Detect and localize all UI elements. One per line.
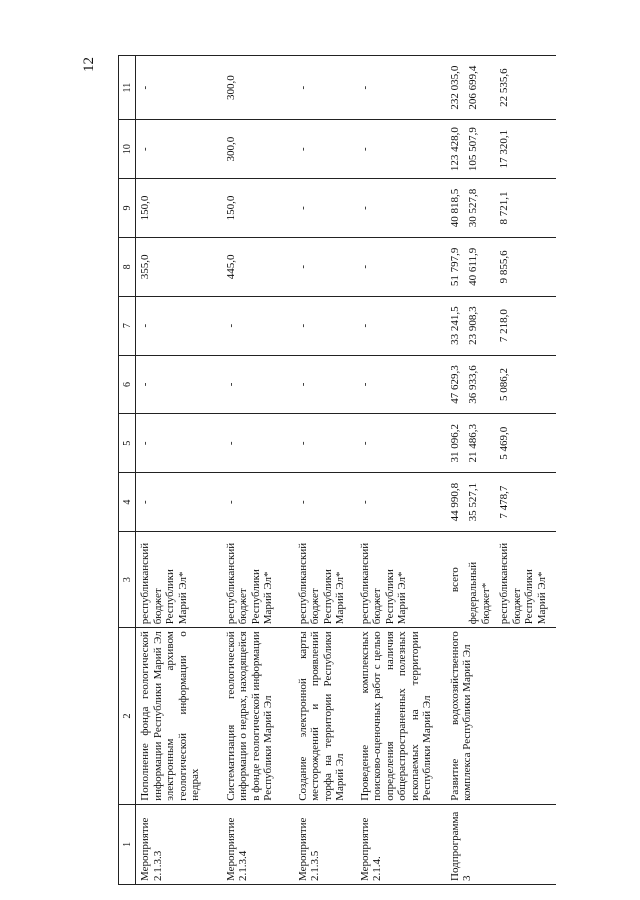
value-cell: 105 507,9 xyxy=(466,127,479,172)
value-cell: - xyxy=(136,296,222,355)
value-cell: - xyxy=(222,414,294,473)
value-cell: 206 699,4 xyxy=(466,65,479,110)
funding-source-list xyxy=(446,532,556,628)
col-header: 11 xyxy=(119,56,136,120)
value-cell: - xyxy=(294,473,356,532)
value-cell: 31 096,2 xyxy=(448,424,461,463)
col-header: 7 xyxy=(119,296,136,355)
col-header: 3 xyxy=(119,532,136,628)
row-name: Развитие водохозяйственного комплекса Республики Марий Эл xyxy=(446,628,556,804)
value-cell: 47 629,3 xyxy=(448,365,461,404)
funding-source: федеральный бюджет* xyxy=(467,561,492,625)
value-cell: - xyxy=(356,355,446,414)
value-cell: - xyxy=(356,296,446,355)
row-code: Мероприятие 2.1.3.5 xyxy=(294,804,356,884)
value-cell: 33 241,5 xyxy=(448,306,461,345)
table-row xyxy=(136,56,222,885)
value-cell: 22 535,6 xyxy=(497,68,510,107)
rotated-page xyxy=(118,55,628,885)
value-cell: 123 428,0 xyxy=(448,127,461,172)
funding-source: республиканский бюджет Республики Марий Эл* xyxy=(294,532,356,628)
value-cell: - xyxy=(294,414,356,473)
value-cell-group xyxy=(446,120,556,179)
value-cell: - xyxy=(294,120,356,179)
value-cell: 23 908,3 xyxy=(466,306,479,345)
value-cell-group xyxy=(446,237,556,296)
value-cell: 17 320,1 xyxy=(497,129,510,169)
value-cell: - xyxy=(294,179,356,238)
value-cell: - xyxy=(294,56,356,120)
value-cell: 51 797,9 xyxy=(448,247,461,287)
value-cell-group xyxy=(446,296,556,355)
value-cell-group xyxy=(446,473,556,532)
value-cell: 8 721,1 xyxy=(497,191,510,225)
row-name: Создание электронной карты месторождений и проявлений торфа на территории Республики Марий Эл xyxy=(294,628,356,804)
value-cell: 7 218,0 xyxy=(497,309,510,343)
page-number: 12 xyxy=(81,57,97,72)
value-cell: - xyxy=(136,120,222,179)
value-cell: - xyxy=(136,414,222,473)
value-cell: - xyxy=(356,179,446,238)
value-cell: 36 933,6 xyxy=(466,365,479,404)
value-cell: 232 035,0 xyxy=(448,65,461,110)
table-row xyxy=(294,56,356,885)
value-cell: 21 486,3 xyxy=(466,424,479,463)
value-cell: 150,0 xyxy=(222,179,294,238)
value-cell: 300,0 xyxy=(222,120,294,179)
funding-source: республиканский бюджет Республики Марий Эл* xyxy=(498,542,548,625)
value-cell: 40 818,5 xyxy=(448,188,461,228)
row-name: Систематизация геологической информации о недрах, находящейся в фонде геологической информации Республики Марий Эл xyxy=(222,628,294,804)
row-name: Пополнение фонда геологической информации Республики Марий Эл электронным архивом геологической информации о недрах xyxy=(136,628,222,804)
col-header: 5 xyxy=(119,414,136,473)
value-cell: - xyxy=(136,473,222,532)
value-cell: 35 527,1 xyxy=(466,482,479,522)
value-cell: - xyxy=(294,296,356,355)
table-row xyxy=(222,56,294,885)
value-cell: - xyxy=(136,355,222,414)
value-cell: - xyxy=(222,355,294,414)
col-header: 2 xyxy=(119,628,136,804)
budget-table xyxy=(118,55,556,885)
value-cell-group xyxy=(446,179,556,238)
col-header: 1 xyxy=(119,804,136,884)
value-cell: - xyxy=(356,120,446,179)
value-cell: 30 527,8 xyxy=(466,188,479,228)
value-cell-group xyxy=(446,355,556,414)
value-cell: 150,0 xyxy=(136,179,222,238)
row-code: Подпрограмма 3 xyxy=(446,804,556,884)
value-cell: - xyxy=(356,56,446,120)
value-cell: 44 990,8 xyxy=(448,482,461,522)
value-cell: - xyxy=(136,56,222,120)
value-cell: 9 855,6 xyxy=(497,250,510,284)
value-cell: - xyxy=(222,473,294,532)
value-cell: - xyxy=(356,414,446,473)
row-name: Проведение комплексных поисково-оценочных работ с целью определения наличия общераспространенных полезных ископаемых на территории Республики Марий Эл xyxy=(356,628,446,804)
table-row xyxy=(446,56,556,885)
value-cell: 300,0 xyxy=(222,56,294,120)
funding-source: республиканский бюджет Республики Марий Эл* xyxy=(222,532,294,628)
funding-source: всего xyxy=(448,567,461,593)
value-cell: 5 086,2 xyxy=(497,367,510,401)
header-row xyxy=(119,56,136,885)
value-cell-group xyxy=(446,414,556,473)
value-cell: - xyxy=(222,296,294,355)
value-cell: - xyxy=(294,355,356,414)
value-cell: - xyxy=(356,237,446,296)
value-cell: - xyxy=(294,237,356,296)
value-cell: 7 478,7 xyxy=(497,485,510,519)
funding-source: республиканский бюджет Республики Марий Эл* xyxy=(356,532,446,628)
value-cell: 355,0 xyxy=(136,237,222,296)
col-header: 10 xyxy=(119,120,136,179)
col-header: 6 xyxy=(119,355,136,414)
col-header: 9 xyxy=(119,179,136,238)
col-header: 4 xyxy=(119,473,136,532)
value-cell: 40 611,9 xyxy=(466,247,479,286)
funding-source: республиканский бюджет Республики Марий Эл* xyxy=(136,532,222,628)
col-header: 8 xyxy=(119,237,136,296)
value-cell: 5 469,0 xyxy=(497,426,510,460)
value-cell: - xyxy=(356,473,446,532)
row-code: Мероприятие 2.1.3.3 xyxy=(136,804,222,884)
value-cell: 445,0 xyxy=(222,237,294,296)
row-code: Мероприятие 2.1.3.4 xyxy=(222,804,294,884)
value-cell-group xyxy=(446,56,556,120)
row-code: Мероприятие 2.1.4. xyxy=(356,804,446,884)
table-row xyxy=(356,56,446,885)
